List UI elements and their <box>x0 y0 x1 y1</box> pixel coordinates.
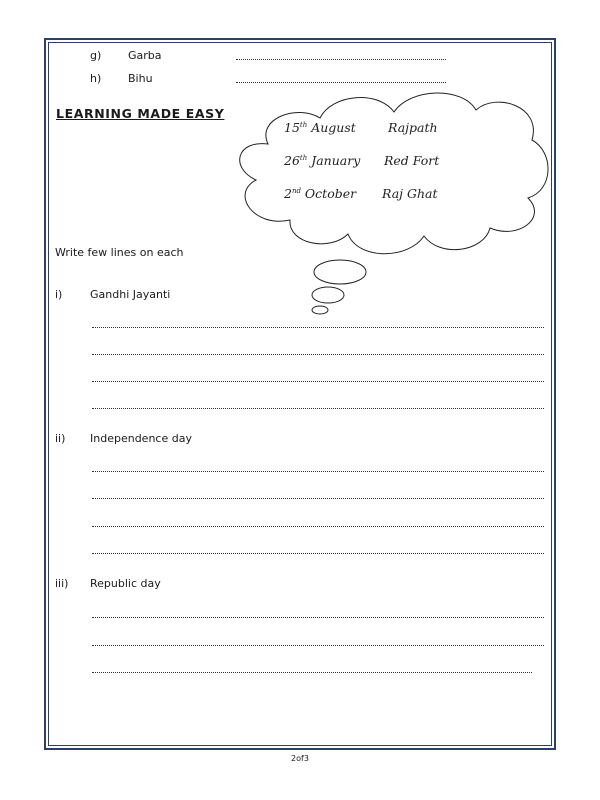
section-number-iii: iii) <box>55 577 69 590</box>
answer-line-garba[interactable] <box>236 59 446 60</box>
item-number-h: h) <box>90 72 102 85</box>
writing-line[interactable] <box>92 381 544 382</box>
section-number-ii: ii) <box>55 432 66 445</box>
writing-line[interactable] <box>92 408 544 409</box>
item-number-g: g) <box>90 49 102 62</box>
writing-line[interactable] <box>92 617 544 618</box>
writing-line[interactable] <box>92 327 544 328</box>
cloud-place-2: Red Fort <box>384 153 440 168</box>
learning-made-easy-heading: LEARNING MADE EASY <box>56 106 225 121</box>
section-number-i: i) <box>55 288 63 301</box>
writing-line[interactable] <box>92 498 544 499</box>
writing-line[interactable] <box>92 672 532 673</box>
cloud-date-3: 2nd October <box>284 186 357 201</box>
writing-line[interactable] <box>92 553 544 554</box>
section-title-republic-day: Republic day <box>90 577 161 590</box>
cloud-place-3: Raj Ghat <box>382 186 438 201</box>
section-title-independence-day: Independence day <box>90 432 192 445</box>
instruction-text: Write few lines on each <box>55 246 184 259</box>
writing-line[interactable] <box>92 645 544 646</box>
section-title-gandhi-jayanti: Gandhi Jayanti <box>90 288 171 301</box>
page-number: 2of3 <box>291 754 309 763</box>
cloud-date-1: 15th August <box>284 120 356 135</box>
thought-cloud <box>228 82 552 318</box>
cloud-place-1: Rajpath <box>388 120 438 135</box>
writing-line[interactable] <box>92 526 544 527</box>
cloud-date-2: 26th January <box>284 153 361 168</box>
writing-line[interactable] <box>92 471 544 472</box>
item-label-bihu: Bihu <box>128 72 153 85</box>
item-label-garba: Garba <box>128 49 162 62</box>
writing-line[interactable] <box>92 354 544 355</box>
